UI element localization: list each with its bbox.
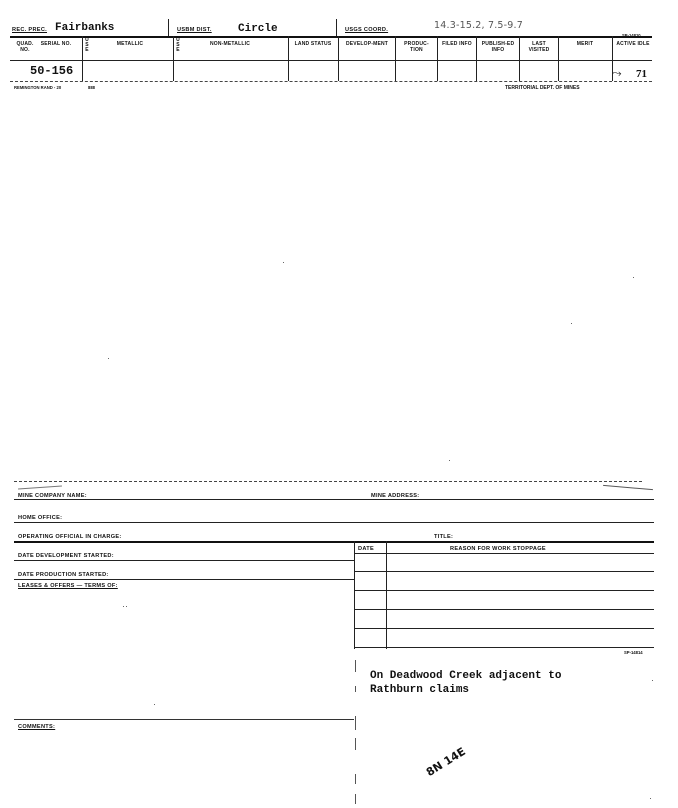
scan-speck [154,704,155,705]
scan-speck [108,358,109,359]
home-office-label: HOME OFFICE: [18,515,63,521]
date-column-label: DATE [358,546,375,552]
bottom-dash-rule [10,81,652,82]
card-top-dash-rule [14,481,642,482]
column-divider [437,36,438,81]
margin-tick [355,738,356,750]
column-divider [288,36,289,81]
usbm-dist-label: USBM DIST. [177,27,212,33]
margin-tick [355,686,356,692]
remark-line-2: Rathburn claims [370,684,470,696]
form-number-bottom: SP-14814 [624,650,643,655]
col-metallic: METALLIC [116,41,144,47]
col-serial-no: SERIAL NO. [40,41,72,47]
margin-tick [355,774,356,784]
home-office-rule [14,522,654,523]
table-row-rule [354,647,654,648]
date-development-label: DATE DEVELOPMENT STARTED: [18,553,114,559]
operating-official-rule [14,541,654,543]
table-row-rule [354,571,654,572]
scan-speck [283,262,284,263]
scan-speck [652,680,653,681]
active-idle-value: 71 [636,68,647,80]
column-divider [395,36,396,81]
comments-rule [14,719,354,720]
scan-speck [126,606,127,607]
usbm-dist-value: Circle [238,23,278,35]
col-development: DEVELOP-MENT [345,41,389,47]
column-divider [476,36,477,81]
margin-tick [355,660,356,672]
table-row-rule [354,628,654,629]
column-divider [338,36,339,81]
card-corner-rule [603,485,653,490]
rec-prec-label: REC. PREC. [12,27,48,33]
col-active-idle: ACTIVE IDLE [616,41,650,47]
card-corner-rule [18,485,62,489]
serial-value: 50-156 [30,64,74,78]
title-label: TITLE: [434,534,454,540]
printer-mark: REMINGTON RAND - 20 [14,85,62,90]
usgs-coord-label: USGS COORD. [345,27,389,33]
scan-speck [449,460,450,461]
scan-speck [650,798,651,799]
scan-speck [633,277,634,278]
mine-company-rule [14,499,654,500]
comments-label: COMMENTS: [18,724,56,730]
table-row-rule [354,590,654,591]
col-land-status: LAND STATUS [294,41,332,47]
header-divider [168,19,169,36]
active-idle-check-mark: ⤳ [612,66,622,80]
margin-tick [355,716,356,730]
table-row-rule [354,553,654,554]
usgs-coord-value: 14.3-15.2, 7.5-9.7 [434,20,524,31]
reason-column-label: REASON FOR WORK STOPPAGE [450,546,546,552]
col-production: PRODUC-TION [404,41,429,53]
scan-speck [571,323,572,324]
operating-official-label: OPERATING OFFICIAL IN CHARGE: [18,534,122,540]
col-quad-no: QUAD. NO. [16,41,34,53]
form-number-top: SP-14810 [622,33,641,38]
date-production-rule [14,579,354,580]
department-label: TERRITORIAL DEPT. OF MINES [505,85,580,91]
header-divider [336,19,337,36]
column-divider [519,36,520,81]
margin-tick [355,794,356,804]
column-divider [558,36,559,81]
remark-line-1: On Deadwood Creek adjacent to [370,670,562,682]
col-filed-info: FILED INFO [442,41,472,47]
mine-address-label: MINE ADDRESS: [371,493,420,499]
date-development-rule [14,560,354,561]
col-nonmetallic: NON-METALLIC [209,41,251,47]
mine-company-label: MINE COMPANY NAME: [18,493,87,499]
column-divider [173,36,174,81]
stoppage-table-left [354,541,355,649]
header-rule [10,36,652,38]
column-rule [10,60,652,61]
table-row-rule [354,609,654,610]
col-use-metallic: USE [85,37,89,53]
rec-prec-value: Fairbanks [55,22,115,34]
scan-speck [123,606,124,607]
column-divider [82,36,83,81]
col-published-info: PUBLISH-ED INFO [481,41,515,53]
col-last-visited: LAST VISITED [528,41,550,53]
printer-code: 888 [88,85,95,90]
leases-label: LEASES & OFFERS — TERMS OF: [18,583,118,589]
date-production-label: DATE PRODUCTION STARTED: [18,572,109,578]
township-stamp: 8N 14E [424,744,468,780]
col-use-nonmetallic: USE [176,37,180,53]
stoppage-table-divider [386,541,387,649]
col-merit: MERIT [576,41,594,47]
